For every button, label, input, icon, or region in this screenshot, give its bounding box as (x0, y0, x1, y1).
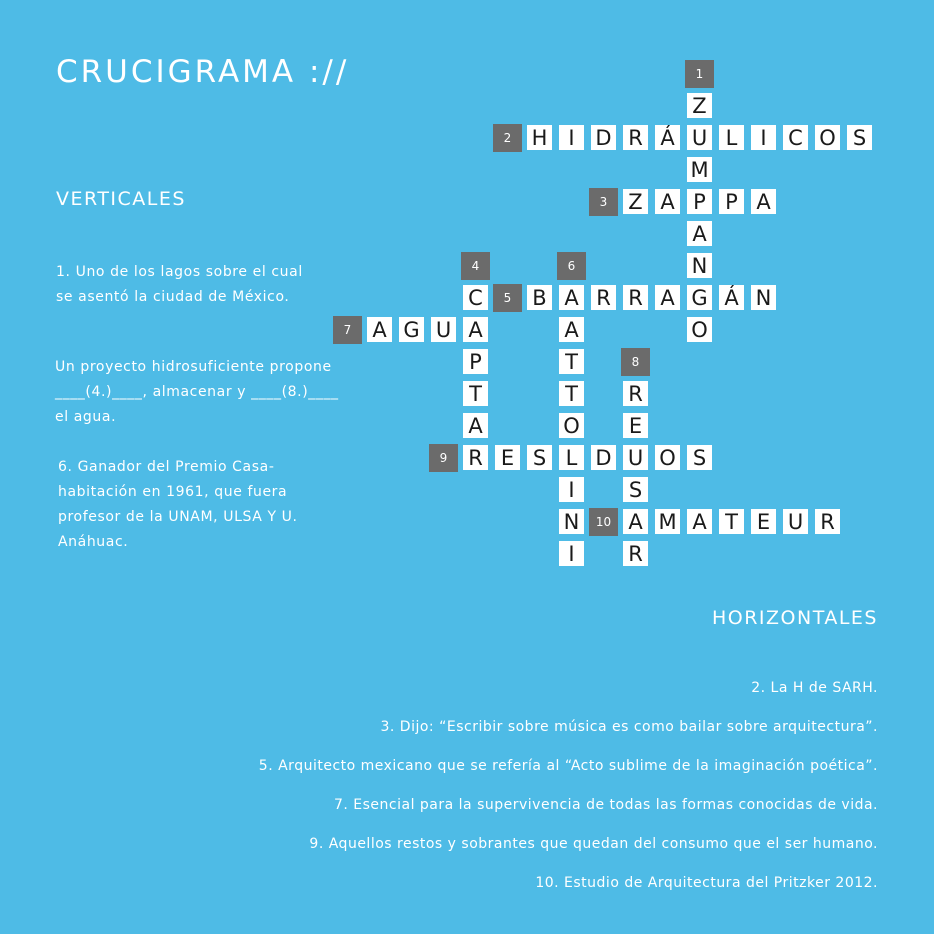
letter-cell[interactable]: P (686, 188, 713, 215)
letter-cell[interactable]: A (654, 188, 681, 215)
letter-cell[interactable]: P (718, 188, 745, 215)
letter-cell[interactable]: E (494, 444, 521, 471)
letter-cell[interactable]: B (526, 284, 553, 311)
horizontal-clue-10: 10. Estudio de Arquitectura del Pritzker 2012. (535, 875, 878, 891)
horizontal-clue-list (259, 675, 878, 909)
letter-cell[interactable]: I (750, 124, 777, 151)
clue-number-7: 7 (333, 316, 362, 344)
letter-cell[interactable]: T (718, 508, 745, 535)
clue-number-5: 5 (493, 284, 522, 312)
letter-cell[interactable]: C (782, 124, 809, 151)
letter-cell[interactable]: E (622, 412, 649, 439)
clue-number-10: 10 (589, 508, 618, 536)
letter-cell[interactable]: U (622, 444, 649, 471)
letter-cell[interactable]: A (462, 412, 489, 439)
clue-number-4: 4 (461, 252, 490, 280)
letter-cell[interactable]: A (622, 508, 649, 535)
letter-cell[interactable]: R (814, 508, 841, 535)
letter-cell[interactable]: R (622, 380, 649, 407)
letter-cell[interactable]: Á (718, 284, 745, 311)
letter-cell[interactable]: L (718, 124, 745, 151)
letter-cell[interactable]: I (558, 476, 585, 503)
letter-cell[interactable]: U (686, 124, 713, 151)
letter-cell[interactable]: Z (686, 92, 713, 119)
letter-cell[interactable]: U (782, 508, 809, 535)
letter-cell[interactable]: T (558, 380, 585, 407)
horizontal-clue-3: 3. Dijo: “Escribir sobre música es como bailar sobre arquitectura”. (380, 719, 878, 735)
letter-cell[interactable]: D (590, 124, 617, 151)
letter-cell[interactable]: D (590, 444, 617, 471)
letter-cell[interactable]: R (622, 540, 649, 567)
letter-cell[interactable]: Á (654, 124, 681, 151)
letter-cell[interactable]: O (558, 412, 585, 439)
letter-cell[interactable]: Z (622, 188, 649, 215)
letter-cell[interactable]: E (750, 508, 777, 535)
letter-cell[interactable]: I (558, 540, 585, 567)
letter-cell[interactable]: R (462, 444, 489, 471)
letter-cell[interactable]: S (526, 444, 553, 471)
letter-cell[interactable]: S (846, 124, 873, 151)
horizontales-heading: HORIZONTALES (711, 607, 878, 629)
letter-cell[interactable]: C (462, 284, 489, 311)
letter-cell[interactable]: M (654, 508, 681, 535)
letter-cell[interactable]: M (686, 156, 713, 183)
horizontal-clue-7: 7. Esencial para la supervivencia de todas las formas conocidas de vida. (333, 797, 878, 813)
letter-cell[interactable]: S (622, 476, 649, 503)
letter-cell[interactable]: A (558, 316, 585, 343)
horizontal-clue-5: 5. Arquitecto mexicano que se refería al “Acto sublime de la imaginación poética”. (258, 758, 878, 774)
clue-number-6: 6 (557, 252, 586, 280)
clue-number-9: 9 (429, 444, 458, 472)
clue-number-8: 8 (621, 348, 650, 376)
letter-cell[interactable]: A (686, 508, 713, 535)
vertical-clue-1: 1. Uno de los lagos sobre el cual se asentó la ciudad de México. (56, 264, 303, 305)
letter-cell[interactable]: G (686, 284, 713, 311)
letter-cell[interactable]: G (398, 316, 425, 343)
clue-number-2: 2 (493, 124, 522, 152)
letter-cell[interactable]: H (526, 124, 553, 151)
horizontal-clue-9: 9. Aquellos restos y sobrantes que quedan del consumo que el ser humano. (309, 836, 878, 852)
letter-cell[interactable]: O (654, 444, 681, 471)
letter-cell[interactable]: A (366, 316, 393, 343)
vertical-clue-4-8: Un proyecto hidrosuficiente propone ____(4.)____, almacenar y ____(8.)____ el agua. (55, 359, 339, 425)
verticales-heading: VERTICALES (56, 188, 186, 210)
letter-cell[interactable]: I (558, 124, 585, 151)
vertical-clue-6: 6. Ganador del Premio Casa-habitación en 1961, que fuera profesor de la UNAM, ULSA Y U. Anáhuac. (58, 459, 298, 550)
page-title: CRUCIGRAMA :// (56, 54, 350, 90)
letter-cell[interactable]: O (686, 316, 713, 343)
letter-cell[interactable]: T (558, 348, 585, 375)
letter-cell[interactable]: A (462, 316, 489, 343)
letter-cell[interactable]: N (750, 284, 777, 311)
letter-cell[interactable]: T (462, 380, 489, 407)
letter-cell[interactable]: S (686, 444, 713, 471)
clue-number-1: 1 (685, 60, 714, 88)
letter-cell[interactable]: L (558, 444, 585, 471)
letter-cell[interactable]: A (558, 284, 585, 311)
letter-cell[interactable]: A (686, 220, 713, 247)
letter-cell[interactable]: P (462, 348, 489, 375)
letter-cell[interactable]: U (430, 316, 457, 343)
letter-cell[interactable]: A (654, 284, 681, 311)
letter-cell[interactable]: N (686, 252, 713, 279)
letter-cell[interactable]: A (750, 188, 777, 215)
letter-cell[interactable]: R (590, 284, 617, 311)
letter-cell[interactable]: N (558, 508, 585, 535)
horizontal-clue-2: 2. La H de SARH. (751, 680, 878, 696)
letter-cell[interactable]: O (814, 124, 841, 151)
letter-cell[interactable]: R (622, 284, 649, 311)
clue-number-3: 3 (589, 188, 618, 216)
letter-cell[interactable]: R (622, 124, 649, 151)
